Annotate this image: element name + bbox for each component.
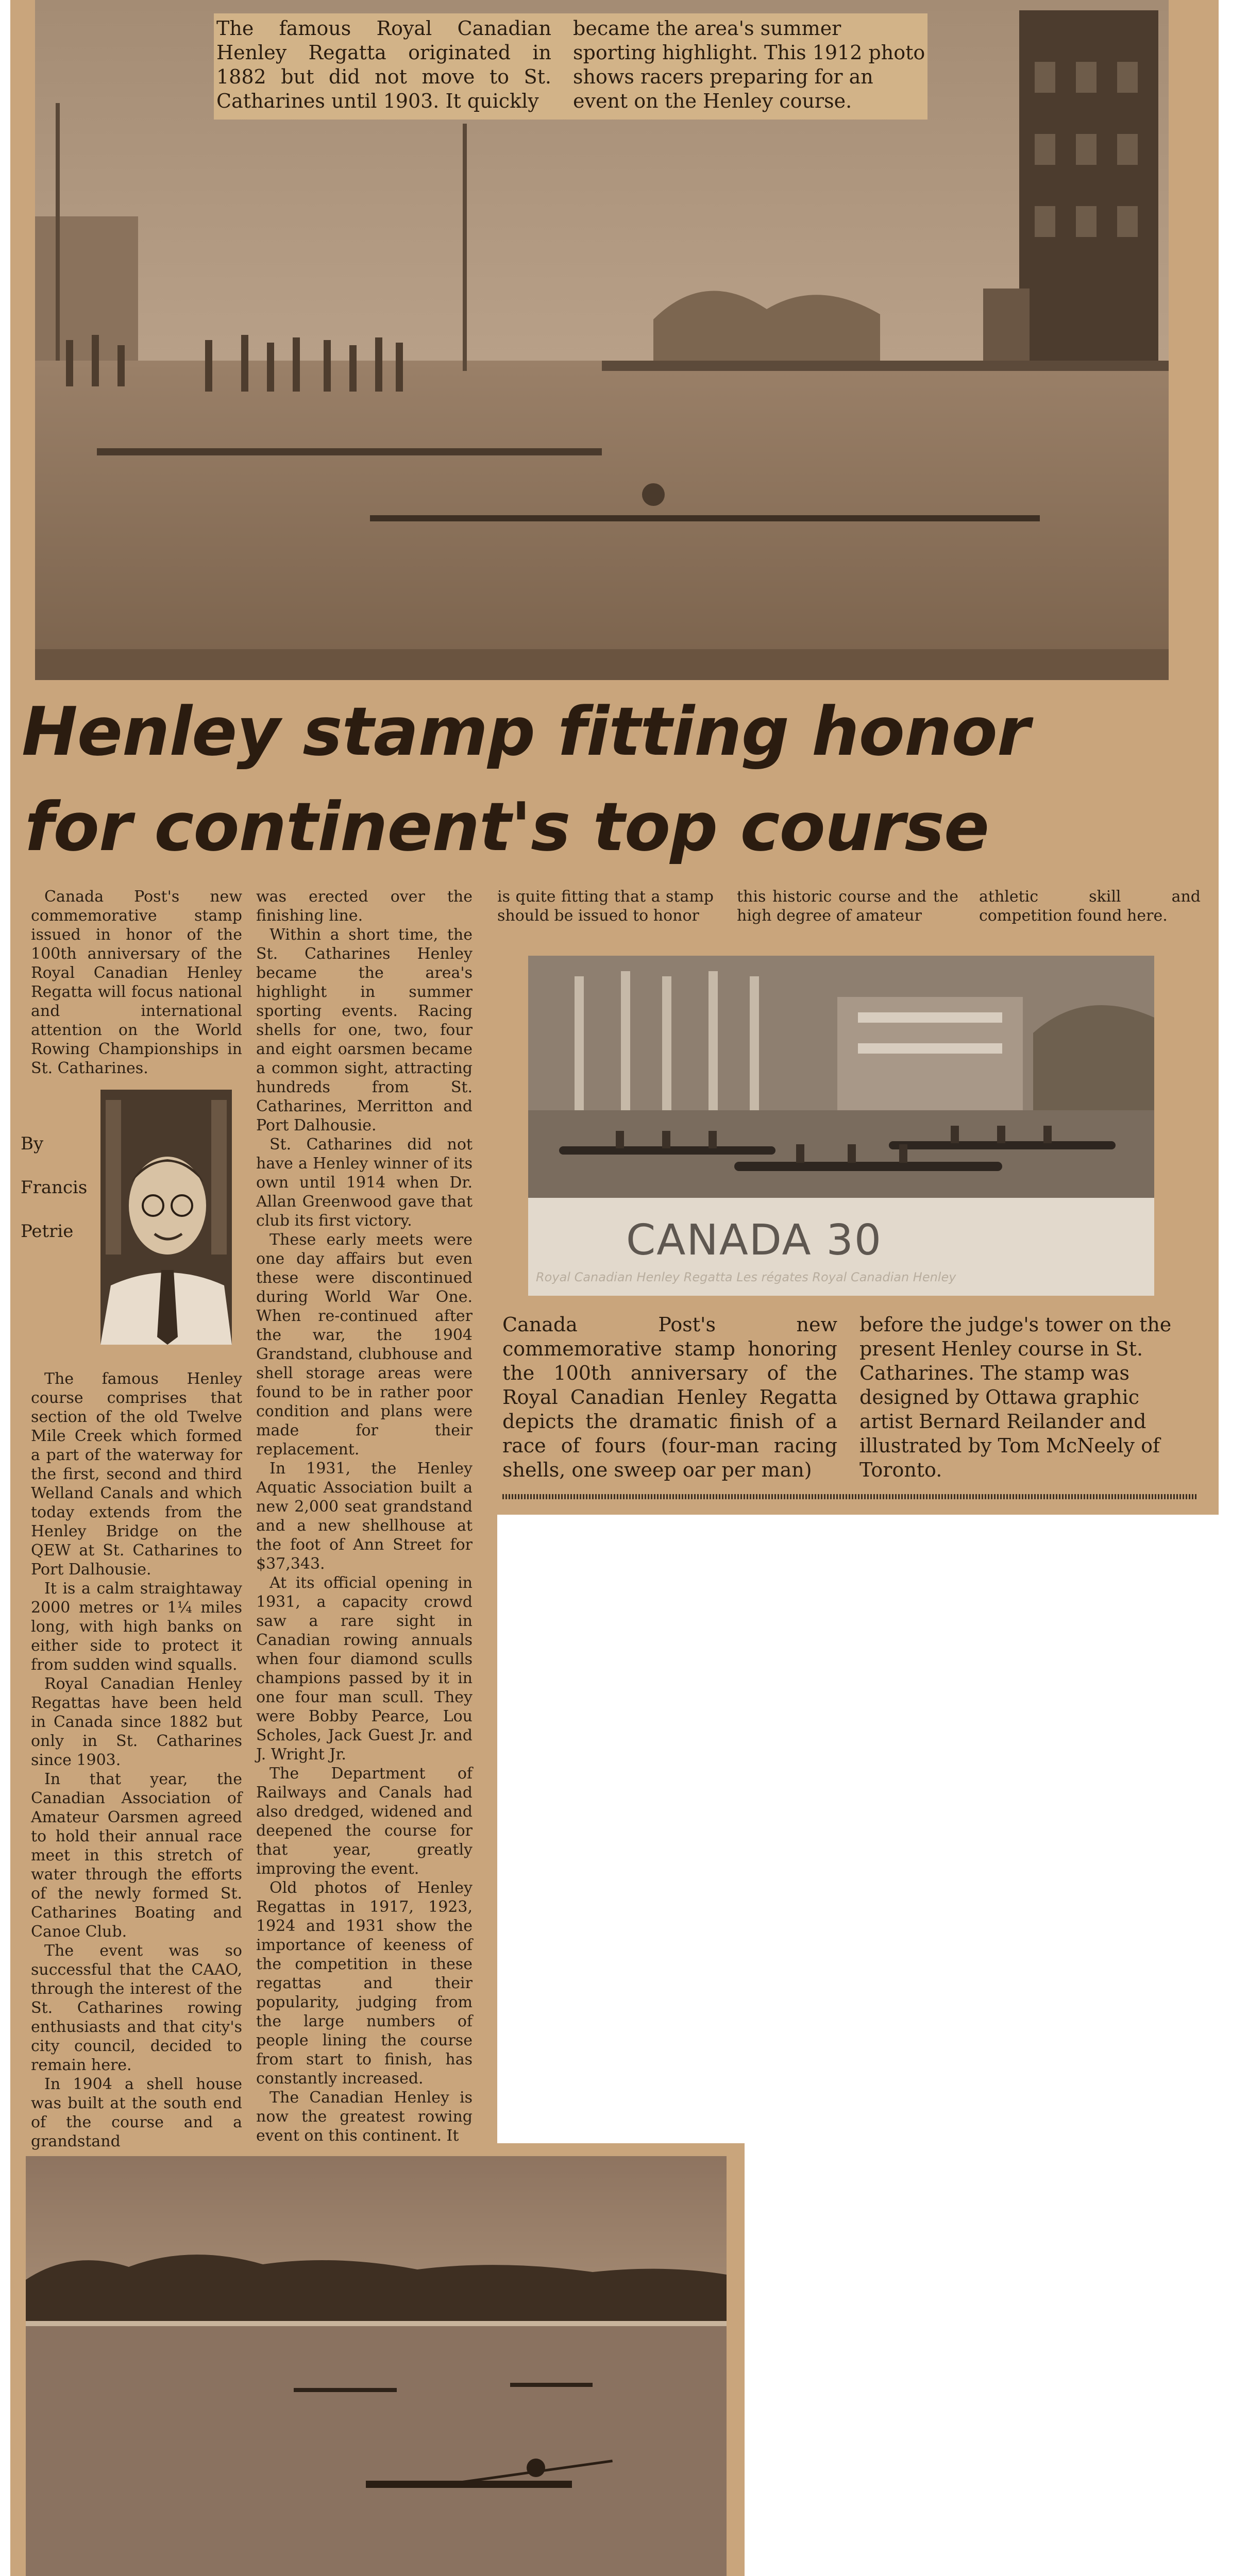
- byline-first-name: Francis: [21, 1177, 88, 1198]
- stamp-subtitle: Royal Canadian Henley Regatta Les régates Royal Canadian Henley: [536, 1270, 956, 1284]
- headline-line1: Henley stamp fitting honor: [22, 692, 1030, 771]
- article-col1-p3: Royal Canadian Henley Regattas have been held in Canada since 1882 but only in St. Catharines since 1903.: [31, 1675, 242, 1769]
- byline-by: By: [21, 1133, 44, 1154]
- stamp-caption-col1: Canada Post's new commemorative stamp honoring the 100th anniversary of the Royal Canadian Henley Regatta depicts the dramatic finish of a race of fours (four-man racing shells, one sweep oar per man): [502, 1313, 837, 1481]
- article-col1-p5: The event was so successful that the CAAO, through the interest of the St. Catharines rowing enthusiasts and that city's city council, decided to remain here.: [31, 1942, 242, 2074]
- portrait-illustration: [100, 1090, 232, 1345]
- article-col1-p2: It is a calm straightaway 2000 metres or 1¼ miles long, with high banks on either side to protect it from sudden wind squalls.: [31, 1580, 242, 1674]
- stamp-denomination: CANADA 30: [626, 1216, 882, 1265]
- article-col2: [256, 887, 473, 2145]
- article-col1-p4: In that year, the Canadian Association of Amateur Oarsmen agreed to hold their annual race meet in this stretch of water through the efforts of the newly formed St. Catharines Boating and Canoe Club.: [31, 1770, 242, 1941]
- article-col2-p5: At its official opening in 1931, a capacity crowd saw a rare sight in Canadian rowing annuals when four diamond sculls champions passed by it in one four man scull. They were Bobby Pearce, Lou Scholes, Jack Guest Jr. and J. Wright Jr.: [256, 1574, 473, 1764]
- top-caption-col1: The famous Royal Canadian Henley Regatta originated in 1882 but did not move to St. Catharines until 1903. It quickly: [216, 17, 551, 112]
- article-col2-p4: In 1931, the Henley Aquatic Association built a new 2,000 seat grandstand and a new shellhouse at the foot of Ann Street for $37,343.: [256, 1460, 473, 1573]
- stamp-caption-rule: [502, 1494, 1198, 1499]
- article-col2-p2: St. Catharines did not have a Henley winner of its own until 1914 when Dr. Allan Greenwood gave that club its first victory.: [256, 1136, 473, 1230]
- article-col1-p6: In 1904 a shell house was built at the south end of the course and a grandstand: [31, 2075, 242, 2150]
- article-col1-intro-text: Canada Post's new commemorative stamp issued in honor of the 100th anniversary of the Royal Canadian Henley Regatta will focus national and international attention on the World Rowing Championships in St. Catharines.: [31, 888, 242, 1077]
- article-col2-p7: Old photos of Henley Regattas in 1917, 1923, 1924 and 1931 show the importance of keeness of the competition in these regattas and their popularity, judging from the large numbers of people lining the course from start to finish, has constantly increased.: [256, 1879, 473, 2088]
- article-col3: is quite fitting that a stamp should be issued to honor: [497, 888, 714, 925]
- article-col2-p8: The Canadian Henley is now the greatest rowing event on this continent. It: [256, 2089, 473, 2145]
- article-col2-p3: These early meets were one day affairs but even these were discontinued during World War One. When re-continued after the war, the 1904 Grandstand, clubhouse and shell storage areas were found to be in rather poor condition and plans were made for their replacement.: [256, 1231, 473, 1459]
- stamp-caption-col2: before the judge's tower on the present Henley course in St. Catharines. The stamp was designed by Ottawa graphic artist Bernard Reilander and illustrated by Tom McNeely of Toronto.: [859, 1313, 1172, 1481]
- bottom-photo-1910-racers: [26, 2156, 727, 2576]
- article-col1-intro: [31, 887, 242, 1078]
- bottom-rowing-illustration: [26, 2156, 727, 2576]
- article-col5: athletic skill and competition found here.: [979, 888, 1201, 925]
- article-col1-p1: The famous Henley course comprises that section of the old Twelve Mile Creek which formed a part of the waterway for the first, second and third Welland Canals and which today extends from the Henley Bridge on the QEW at St. Catharines to Port Dalhousie.: [31, 1370, 242, 1579]
- headline-line2: for continent's top course: [25, 788, 989, 866]
- article-col2-p0: was erected over the finishing line.: [256, 888, 473, 925]
- byline-last-name: Petrie: [21, 1221, 74, 1242]
- top-caption-col2: became the area's summer sporting highlight. This 1912 photo shows racers preparing for an event on the Henley course.: [573, 17, 925, 112]
- article-col2-p1: Within a short time, the St. Catharines Henley became the area's highlight in summer sporting events. Racing shells for one, two, four and eight oarsmen became a common sight, attracting hundreds from St. Catharines, Merritton and Port Dalhousie.: [256, 926, 473, 1134]
- article-col4: this historic course and the high degree of amateur: [737, 888, 958, 925]
- article-col1-body: [31, 1369, 242, 2151]
- author-portrait: [100, 1090, 232, 1345]
- article-col2-p6: The Department of Railways and Canals had also dredged, widened and deepened the course for that year, greatly improving the event.: [256, 1765, 473, 1878]
